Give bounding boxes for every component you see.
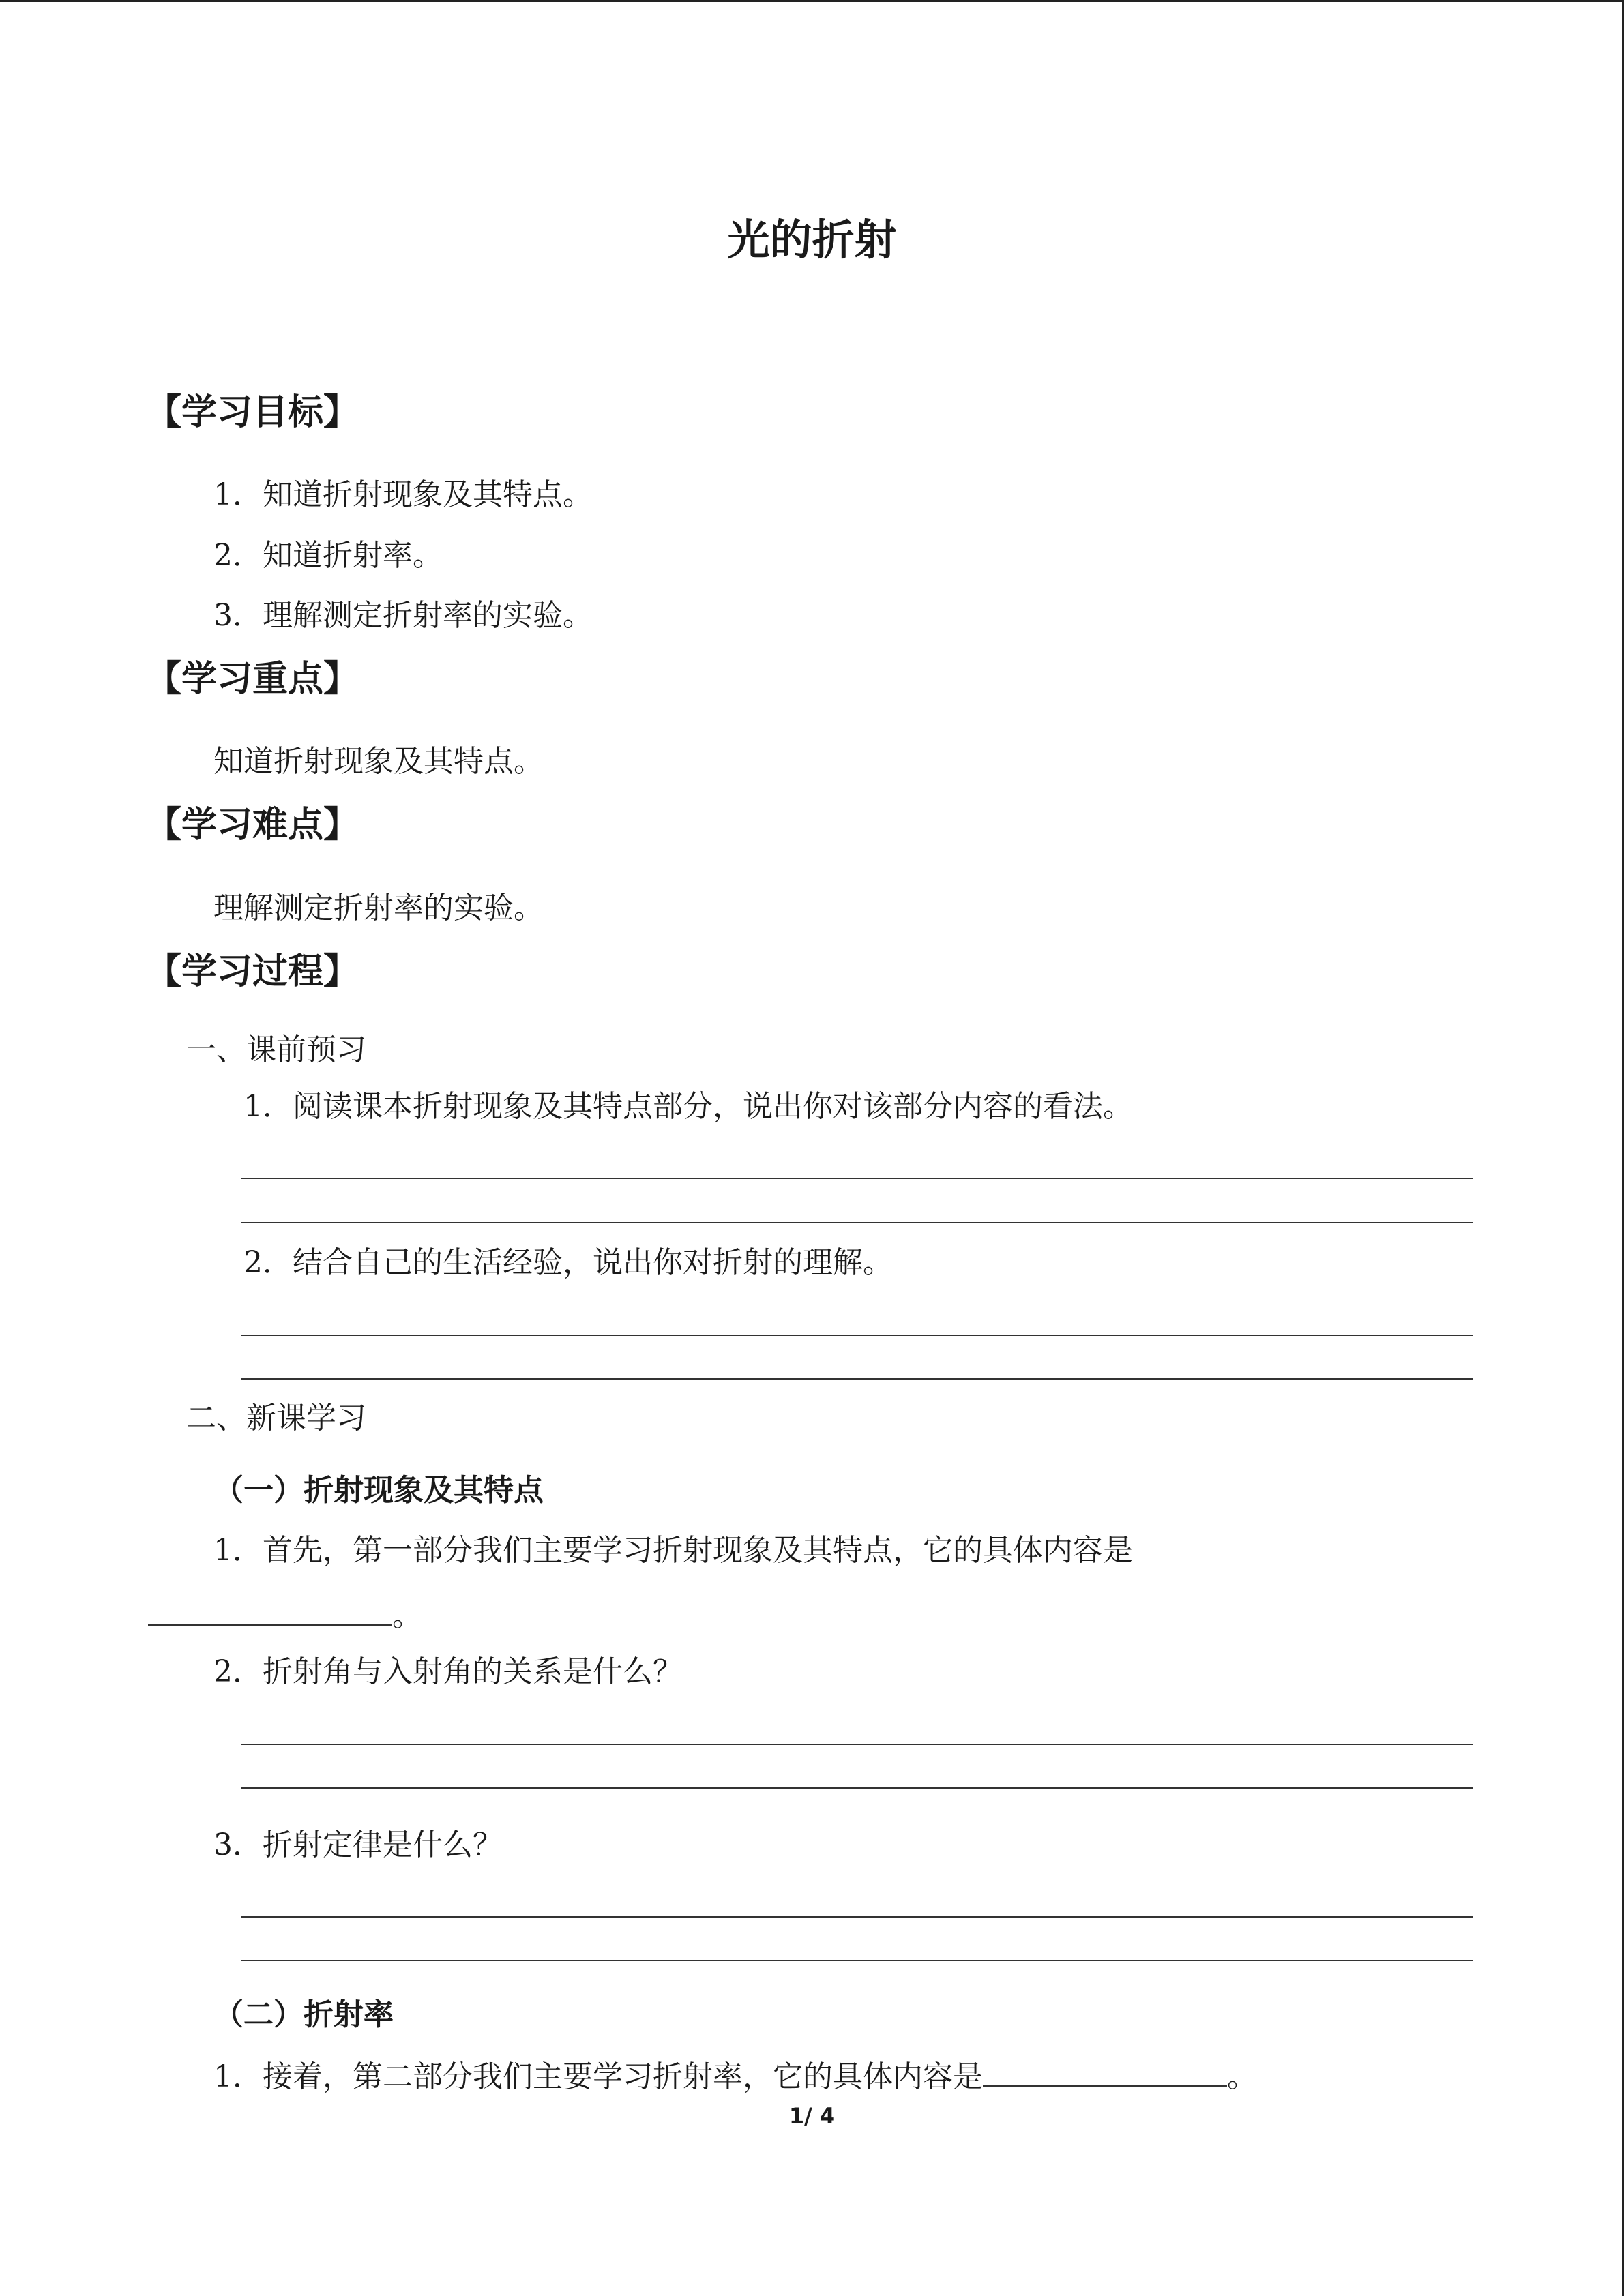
page-title: 光的折射 — [727, 215, 897, 265]
difficulty-text: 理解测定折射率的实验。 — [213, 891, 544, 925]
period: 。 — [1227, 2059, 1257, 2094]
part1-question-2: 2．折射角与入射角的关系是什么？ — [213, 1654, 683, 1689]
objective-item-3: 3．理解测定折射率的实验。 — [213, 598, 593, 633]
key-point-text: 知道折射现象及其特点。 — [213, 744, 544, 779]
new-lesson-heading: 二、新课学习 — [186, 1401, 366, 1435]
part2-question-1-text: 1．接着，第二部分我们主要学习折射率，它的具体内容是 — [213, 2059, 983, 2094]
answer-line[interactable] — [241, 1378, 1473, 1380]
preview-question-2: 2．结合自己的生活经验，说出你对折射的理解。 — [243, 1245, 893, 1280]
process-heading: 【学习过程】 — [146, 951, 359, 992]
part2-question-1 — [213, 2055, 1257, 2098]
part1-question-1-fill — [148, 1594, 422, 1637]
difficulty-heading: 【学习难点】 — [146, 805, 359, 846]
part2-heading: （二）折射率 — [213, 1997, 394, 2032]
part1-question-3: 3．折射定律是什么？ — [213, 1828, 503, 1862]
objective-item-1: 1．知道折射现象及其特点。 — [213, 477, 593, 512]
fill-in-blank[interactable] — [148, 1594, 392, 1626]
answer-line[interactable] — [241, 1335, 1473, 1336]
answer-line[interactable] — [241, 1960, 1473, 1961]
key-point-heading: 【学习重点】 — [146, 659, 359, 700]
page-number: 1/ 4 — [788, 2103, 836, 2129]
answer-line[interactable] — [241, 1178, 1473, 1179]
answer-line[interactable] — [241, 1787, 1473, 1789]
answer-line[interactable] — [241, 1744, 1473, 1745]
preview-question-1: 1．阅读课本折射现象及其特点部分，说出你对该部分内容的看法。 — [243, 1089, 1133, 1124]
answer-line[interactable] — [241, 1916, 1473, 1918]
objectives-heading: 【学习目标】 — [146, 392, 359, 433]
objective-item-2: 2．知道折射率。 — [213, 538, 443, 573]
part1-question-1: 1．首先，第一部分我们主要学习折射现象及其特点，它的具体内容是 — [213, 1533, 1133, 1568]
part1-heading: （一）折射现象及其特点 — [213, 1473, 544, 1508]
fill-in-blank[interactable] — [983, 2055, 1227, 2087]
answer-line[interactable] — [241, 1222, 1473, 1223]
period: 。 — [392, 1598, 422, 1633]
preview-heading: 一、课前预习 — [186, 1032, 366, 1067]
